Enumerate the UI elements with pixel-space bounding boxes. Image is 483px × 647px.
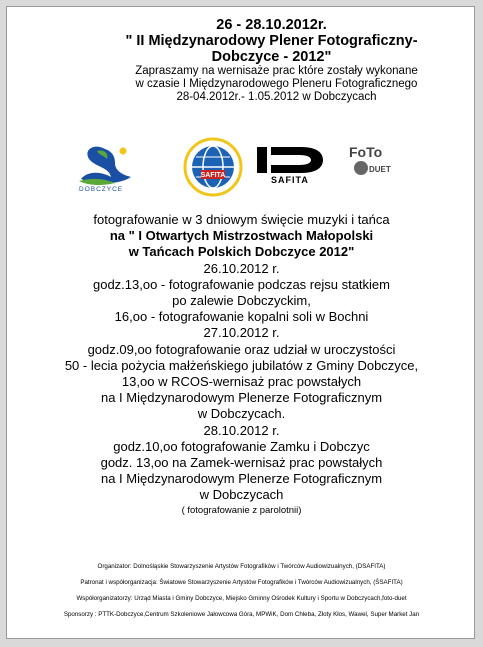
program-line: godz.10,oo fotografowanie Zamku i Dobczyc (113, 438, 370, 454)
logo-row (7, 137, 476, 197)
program-line: na I Międzynarodowym Plenerze Fotograficznym (100, 471, 383, 487)
svg-text:FoTo: FoTo (349, 144, 383, 160)
svg-text:DUET: DUET (369, 165, 391, 174)
foto-duet-icon (347, 143, 397, 177)
event-date: 26 - 28.10.2012r. (216, 17, 327, 33)
program-line: w Dobczycach (199, 487, 284, 503)
program-line: godz.13,oo - fotografowanie podczas rejsu statkiem (92, 276, 390, 292)
program-line: 16,oo - fotografowanie kopalni soli w Bochni (114, 309, 369, 325)
d-safita-label: SAFITA (271, 175, 309, 185)
invite-line1: Zapraszamy na wernisaże prac które zostały wykonane (135, 65, 418, 77)
program-date: 27.10.2012 r. (203, 325, 280, 341)
program (7, 212, 476, 517)
credits (7, 559, 476, 623)
program-line: na " I Otwartych Mistrzostwach Małopolski (109, 228, 374, 244)
program-note: ( fotografowanie z parolotnii) (181, 504, 302, 516)
program-line: fotografowanie w 3 dniowym święcie muzyki i tańca (93, 212, 390, 227)
dobczyce-caption: DOBCZYCE (79, 186, 124, 193)
safita-label: SAFITA (200, 172, 226, 179)
patron-text: Patronat i współorganizacja: Światowe Stowarzyszenie Artystów Fotografików i Twórców Audiowizualnych, (ŚSAFITA) (80, 579, 403, 586)
d-letter-icon (257, 145, 327, 175)
program-line: po zalewie Dobczyckim, (172, 293, 311, 309)
invite-line3: 28-04.2012r.- 1.05.2012 w Dobczycach (176, 91, 377, 103)
program-line: godz.09,oo fotografowanie oraz udział w uroczystości (87, 341, 396, 357)
safita-logo (183, 137, 243, 197)
organizer-text: Organizator: Dolnośląskie Stowarzyszenie Artystów Fotografików i Twórców Audiowizualnych, (DSAFITA) (97, 563, 386, 570)
program-line: w Tańcach Polskich Dobczyce 2012" (128, 244, 355, 260)
coorganizers-text: Współorganizatorzy: Urząd Miasta i Gminy Dobczyce, Miejsko Gminny Ośrodek Kultury i Sportu w Dobczycach,foto-duet (76, 595, 407, 602)
program-date: 26.10.2012 r. (203, 260, 280, 276)
program-line: godz. 13,oo na Zamek-wernisaż prac powstałych (100, 455, 383, 471)
event-title-line2: Dobczyce - 2012" (211, 49, 332, 65)
invite-line2: w czasie I Międzynarodowego Pleneru Fotograficznego (135, 78, 418, 90)
foto-duet-logo (347, 143, 397, 177)
header (7, 17, 476, 104)
sponsors-text: Sponsorzy : PTTK-Dobczyce,Centrum Szkoleniowe Jałowcowa Góra, MPWiK, Dom Chleba, Złoty Kłos, Wawel, Super Market Jan (63, 611, 420, 618)
program-date: 28.10.2012 r. (203, 422, 280, 438)
program-line: w Dobczycach. (197, 406, 286, 422)
safita-globe-icon (183, 137, 243, 197)
poster (6, 6, 475, 639)
program-line: 50 - lecia pożycia małżeńskiego jubilatów z Gminy Dobczyce, (64, 357, 419, 373)
program-line: na I Międzynarodowym Plenerze Fotograficznym (100, 390, 383, 406)
d-safita-logo (257, 145, 327, 187)
program-line: 13,oo w RCOS-wernisaż prac powstałych (121, 374, 362, 390)
dobczyce-logo (75, 141, 139, 197)
event-title-line1: " II Międzynarodowy Plener Fotograficzny- (125, 33, 418, 49)
dobczyce-swan-icon (75, 141, 139, 187)
